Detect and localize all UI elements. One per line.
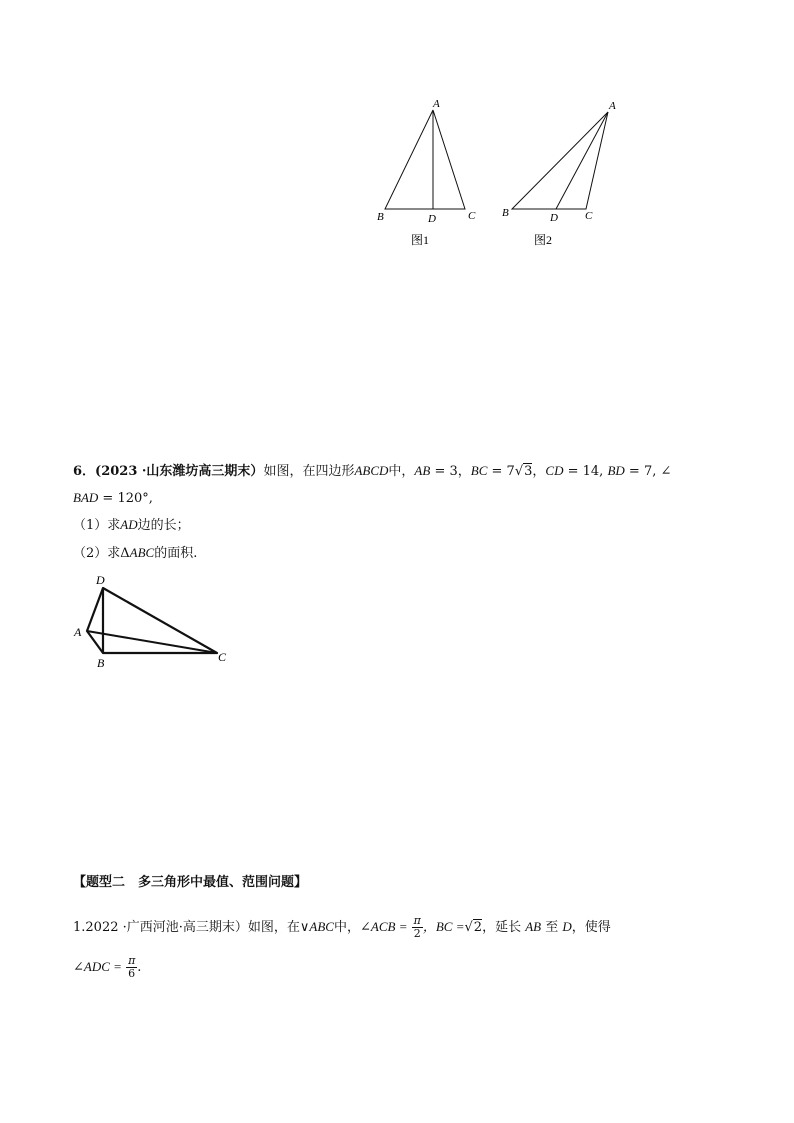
problem-1-end: . xyxy=(137,960,142,975)
problem-6-question-1 xyxy=(73,515,190,536)
label-d: D xyxy=(428,213,436,225)
angle-acb: ∠ACB = xyxy=(360,919,408,934)
bad-value: = 120°, xyxy=(98,491,153,506)
problem-6-figure xyxy=(70,572,240,672)
problem-6-line-1: 6．(2023 ·山东潍坊高三期末）如图，在四边形ABCD中，AB = 3，BC = 7√3，CD = 14, BD = 7, ∠ xyxy=(73,463,672,479)
triangle-symbol: ∨ xyxy=(299,920,310,935)
q1-suffix: 边的长； xyxy=(137,518,190,533)
problem-1-number: 1.2022 xyxy=(73,920,119,935)
problem-6-intro-after: 中， xyxy=(388,464,415,479)
bc-value: = 7 xyxy=(487,464,515,479)
extend-text: ，延长 xyxy=(482,920,522,935)
triangle-name: ABC xyxy=(309,919,334,934)
label-c: C xyxy=(218,650,227,664)
bc-label: ，BC = xyxy=(422,919,465,934)
label-b: B xyxy=(502,207,509,219)
figure-2 xyxy=(498,92,638,257)
section-title: 【题型二 多三角形中最值、范围问题】 xyxy=(73,875,308,890)
cd-value: = 14, xyxy=(563,464,608,479)
ab-value: = 3， xyxy=(430,464,471,479)
problem-1-mid: 中， xyxy=(333,920,360,935)
fraction-pi-over-2 xyxy=(412,915,423,940)
bad-name: BAD xyxy=(73,490,99,505)
label-d: D xyxy=(550,212,558,224)
quad-name: ABCD xyxy=(354,463,389,478)
ab-name: AB xyxy=(414,463,431,478)
cd-name: CD xyxy=(545,463,564,478)
segment-ad xyxy=(556,112,608,209)
figure-1 xyxy=(370,92,490,257)
frac1-den: 2 xyxy=(413,927,421,940)
label-a: A xyxy=(433,98,440,110)
bd-value: = 7, ∠ xyxy=(624,464,672,479)
problem-1-source: ·广西河池·高三期末）如图，在 xyxy=(118,920,300,935)
q1-var: AD xyxy=(120,517,138,532)
q2-suffix: 的面积. xyxy=(154,546,198,561)
label-b: B xyxy=(97,656,105,670)
bd-name: BD xyxy=(607,463,625,478)
angle-adc: ∠ADC = xyxy=(73,959,122,974)
q1-prefix: （1）求 xyxy=(73,518,121,533)
bc-name: BC xyxy=(470,463,488,478)
problem-6-question-2 xyxy=(73,543,197,564)
triangle-abc xyxy=(512,112,608,209)
figure-2-caption: 图2 xyxy=(534,233,553,247)
so-text: ，使得 xyxy=(571,920,611,935)
figure-1-caption: 图1 xyxy=(411,233,430,247)
point-d: D xyxy=(562,919,572,934)
label-c: C xyxy=(585,210,593,222)
frac1-num: π xyxy=(413,914,421,927)
problem-6-intro: 如图，在四边形 xyxy=(263,464,355,479)
label-d: D xyxy=(96,573,105,587)
problem-1-line-1: 1.2022 ·广西河池·高三期末）如图，在∨ABC中，∠ACB = $\frac{\pi}{2}$ ，BC =√2，延长 AB 至 D，使得 xyxy=(73,914,611,940)
q2-var: ABC xyxy=(129,545,155,560)
label-a: A xyxy=(609,100,616,112)
problem-6-source: (2023 ·山东潍坊高三期末） xyxy=(95,464,264,479)
bc-sqrt: 2 xyxy=(473,920,483,935)
label-c: C xyxy=(468,210,476,222)
problem-1-line-2 xyxy=(73,952,141,982)
problem-6-number: 6． xyxy=(73,464,96,479)
frac2-den: 6 xyxy=(128,967,136,980)
to-text: 至 xyxy=(545,920,559,935)
triangle-abc xyxy=(385,110,465,209)
frac2-num: π xyxy=(128,954,136,967)
bc-sep: ， xyxy=(532,464,546,479)
quadrilateral-abcd xyxy=(87,588,217,653)
fraction-pi-over-6 xyxy=(126,955,137,980)
bc-sqrt: 3 xyxy=(524,464,533,479)
label-b: B xyxy=(377,211,384,223)
problem-6-line-2 xyxy=(73,488,153,509)
label-a: A xyxy=(74,625,82,639)
q2-prefix: （2）求Δ xyxy=(73,546,130,561)
segment-ab: AB xyxy=(525,919,542,934)
